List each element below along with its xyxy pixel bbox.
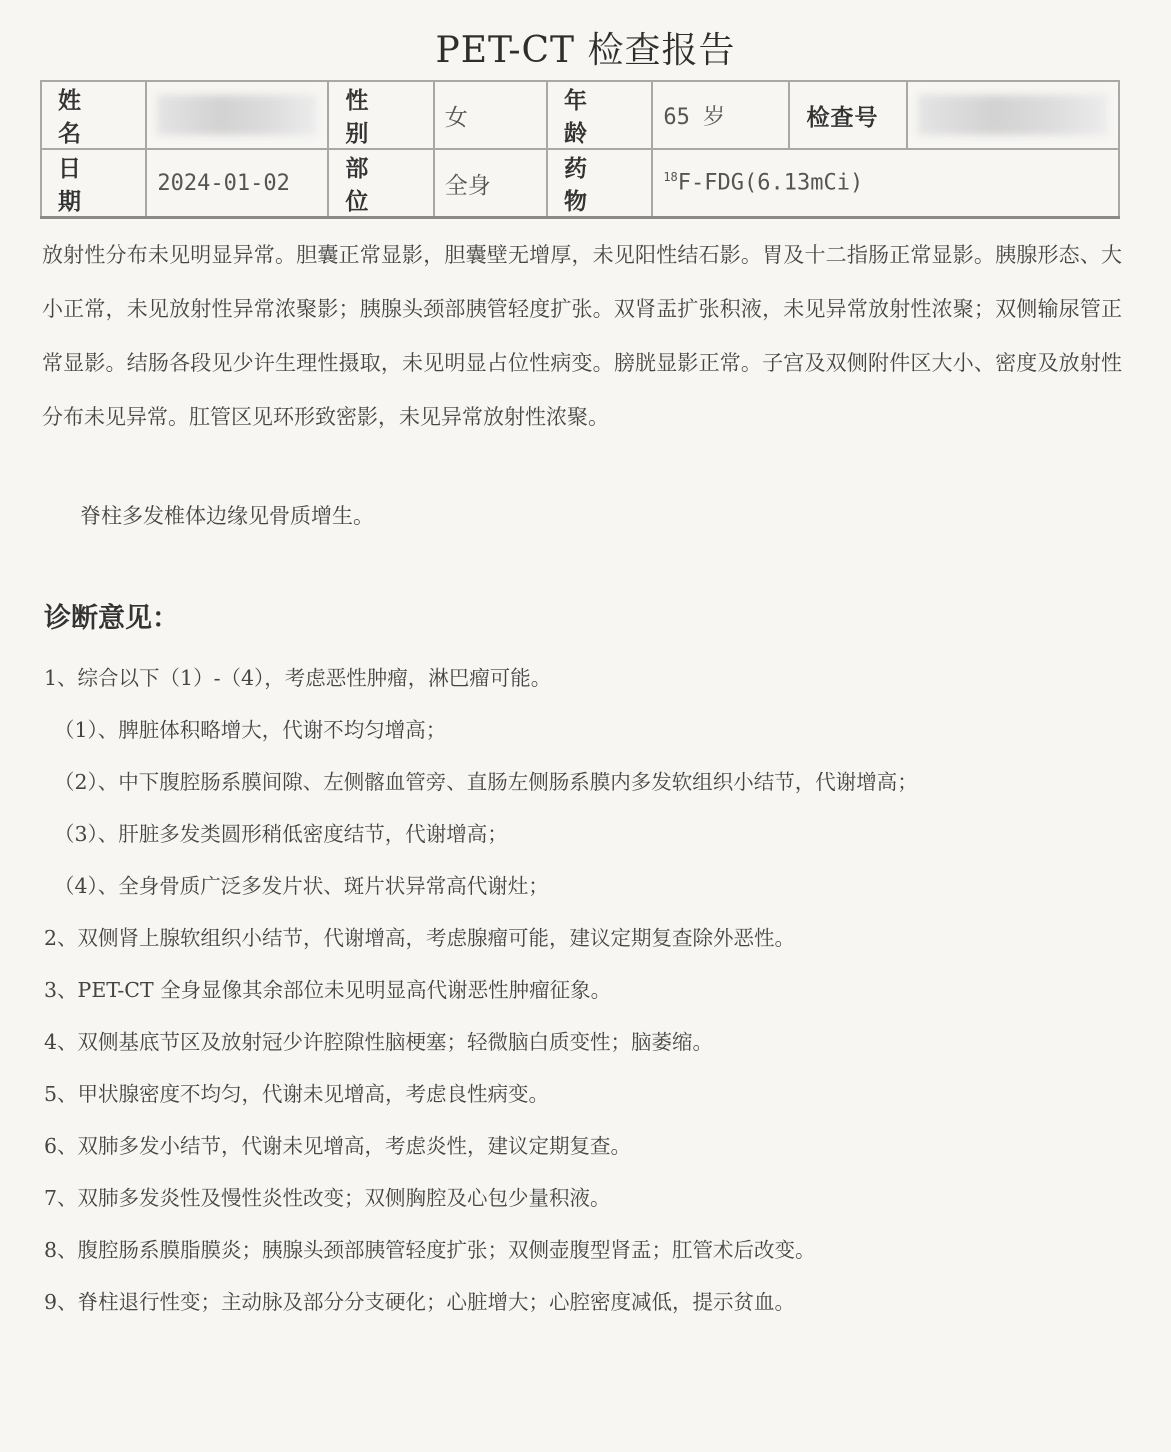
age-label: 年 龄	[547, 81, 652, 149]
name-value-redacted	[146, 81, 328, 149]
findings-paragraph: 放射性分布未见明显异常。胆囊正常显影，胆囊壁无增厚，未见阳性结石影。胃及十二指肠正常显影。胰腺形态、大小正常，未见放射性异常浓聚影；胰腺头颈部胰管轻度扩张。双肾盂扩张积液，未见异常放射性浓聚；双侧输尿管正常显影。结肠各段见少许生理性摄取，未见明显占位性病变。膀胱显影正常。子宫及双侧附件区大小、密度及放射性分布未见异常。肛管区见环形致密影，未见异常放射性浓聚。	[42, 243, 1122, 429]
diagnosis-subitem: （1）、脾脏体积略增大，代谢不均匀增高；	[54, 718, 447, 742]
exam-no-value-redacted	[907, 81, 1119, 149]
patient-info-table	[40, 80, 1120, 219]
date-value: 2024-01-02	[146, 149, 328, 218]
redaction-blur	[157, 95, 317, 135]
diagnosis-item: 7、双肺多发炎性及慢性炎性改变；双侧胸腔及心包少量积液。	[44, 1186, 611, 1210]
diagnosis-item: 1、综合以下（1）-（4），考虑恶性肿瘤，淋巴瘤可能。	[44, 666, 552, 690]
diagnosis-subitem: （3）、肝脏多发类圆形稍低密度结节，代谢增高；	[54, 822, 508, 846]
drug-isotope: 18	[663, 170, 678, 185]
drug-label: 药 物	[547, 149, 652, 218]
diagnosis-item: 4、双侧基底节区及放射冠少许腔隙性脑梗塞；轻微脑白质变性；脑萎缩。	[44, 1030, 714, 1054]
diagnosis-heading: 诊断意见：	[44, 603, 179, 634]
redaction-blur	[918, 95, 1108, 135]
spine-finding: 脊柱多发椎体边缘见骨质增生。	[80, 504, 374, 528]
diagnosis-list	[44, 656, 918, 1332]
diagnosis-subitem: （4）、全身骨质广泛多发片状、斑片状异常高代谢灶；	[54, 874, 549, 898]
drug-value	[652, 149, 1119, 218]
info-row-2	[41, 149, 1119, 218]
diagnosis-item: 9、脊柱退行性变；主动脉及部分分支硬化；心脏增大；心腔密度减低，提示贫血。	[44, 1290, 796, 1314]
diagnosis-item: 5、甲状腺密度不均匀，代谢未见增高，考虑良性病变。	[44, 1082, 550, 1106]
diagnosis-item: 6、双肺多发小结节，代谢未见增高，考虑炎性，建议定期复查。	[44, 1134, 632, 1158]
site-value: 全身	[434, 149, 547, 218]
site-label: 部 位	[328, 149, 433, 218]
drug-name: F-FDG(6.13mCi)	[677, 170, 864, 196]
diagnosis-item: 2、双侧肾上腺软组织小结节，代谢增高，考虑腺瘤可能，建议定期复查除外恶性。	[44, 926, 796, 950]
info-row-1	[41, 81, 1119, 149]
exam-no-label: 检查号	[789, 81, 907, 149]
diagnosis-item: 8、腹腔肠系膜脂膜炎；胰腺头颈部胰管轻度扩张；双侧壶腹型肾盂；肛管术后改变。	[44, 1238, 816, 1262]
diagnosis-subitem: （2）、中下腹腔肠系膜间隙、左侧髂血管旁、直肠左侧肠系膜内多发软组织小结节，代谢增高；	[54, 770, 918, 794]
age-value: 65 岁	[652, 81, 789, 149]
diagnosis-item: 3、PET-CT 全身显像其余部位未见明显高代谢恶性肿瘤征象。	[44, 978, 612, 1002]
sex-value: 女	[434, 81, 547, 149]
report-title: PET-CT 检查报告	[435, 30, 736, 71]
date-label: 日 期	[41, 149, 146, 218]
name-label: 姓 名	[41, 81, 146, 149]
sex-label: 性 别	[328, 81, 433, 149]
